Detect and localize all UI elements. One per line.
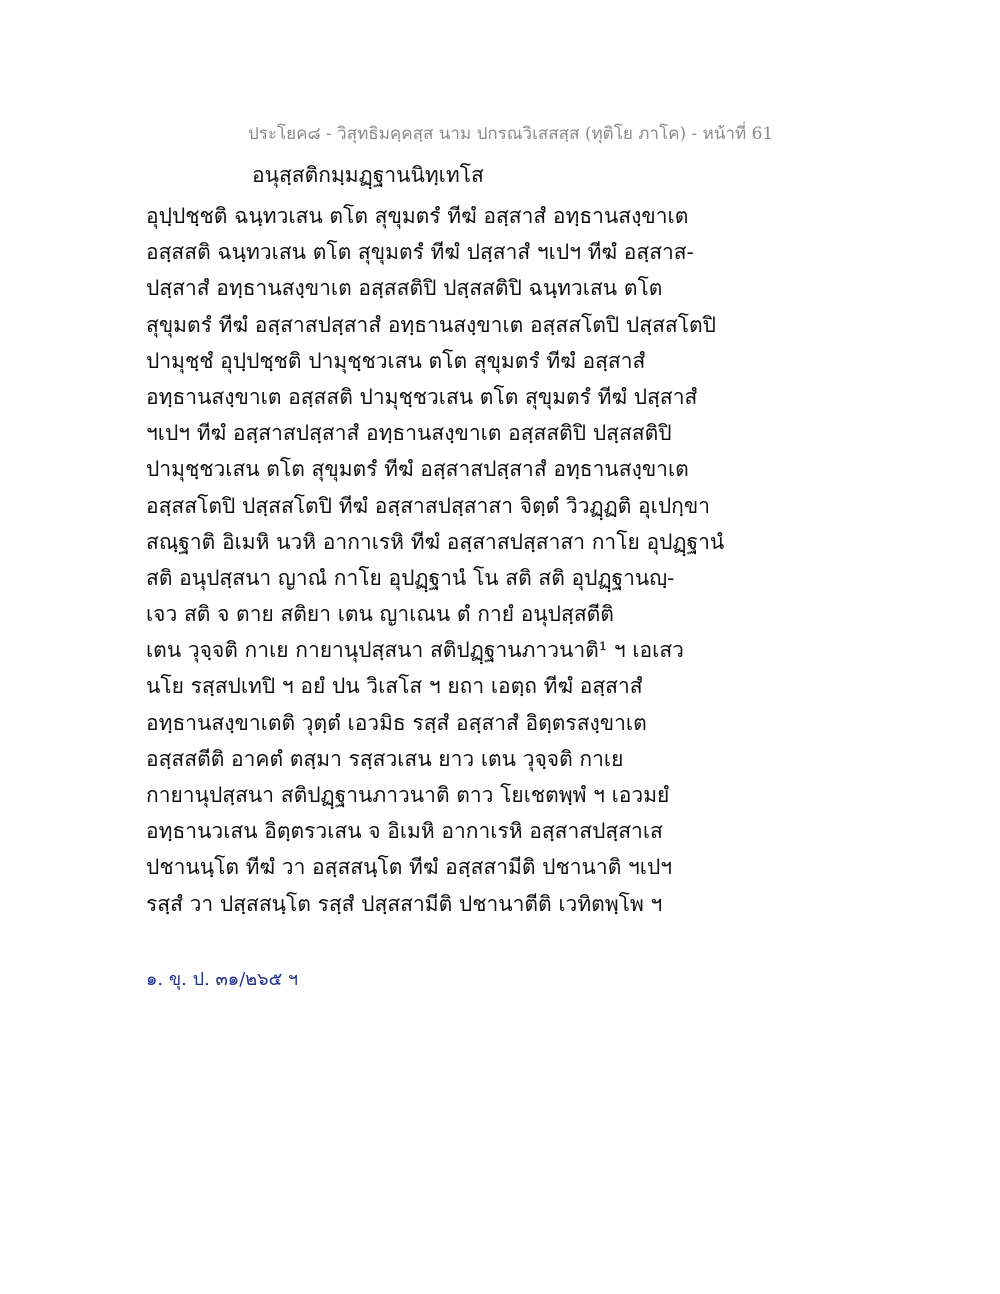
running-header: ประโยค๘ - วิสุทธิมคฺคสฺส นาม ปกรณวิเสสสฺส (ทุติโย ภาโค) - หน้าที่ 61 <box>248 124 774 144</box>
body-line: สติ อนุปสฺสนา ญาณํ กาโย อุปฏฺฐานํ โน สติ สติ อุปฏฺฐานญฺ- <box>146 565 675 590</box>
body-line: สณฺฐาติ อิเมหิ นวหิ อากาเรหิ ทีฆํ อสฺสาสปสฺสาสา กาโย อุปฏฺฐานํ <box>146 529 725 554</box>
body-line: กายานุปสฺสนา สติปฏฺฐานภาวนาติ ตาว โยเชตพฺพํ ฯ เอวมยํ <box>146 783 670 807</box>
body-line: อทฺธานสงฺขาเต อสฺสสติ ปามุชฺชวเสน ตโต สุขุมตรํ ทีฆํ ปสฺสาสํ <box>146 384 698 409</box>
body-line: ปสฺสาสํ อทฺธานสงฺขาเต อสฺสสติปิ ปสฺสสติปิ ฉนฺทวเสน ตโต <box>146 276 663 301</box>
body-text <box>146 198 866 922</box>
body-line: อสฺสสโตปิ ปสฺสสโตปิ ทีฆํ อสฺสาสปสฺสาสา จิตฺตํ วิวฏฺฏติ อุเปกฺขา <box>146 493 711 518</box>
body-line: อทฺธานวเสน อิตฺตรวเสน จ อิเมหิ อากาเรหิ อสฺสาสปสฺสาเส <box>146 819 663 844</box>
body-line: นโย รสฺสปเทปิ ฯ อยํ ปน วิเสโส ฯ ยถา เอตฺถ ทีฆํ อสฺสาสํ <box>146 674 643 699</box>
body-line: รสฺสํ วา ปสฺสสนฺโต รสฺสํ ปสฺสสามีติ ปชานาตีติ เวทิตพฺโพ ฯ <box>146 891 663 916</box>
body-line: ปามุชฺชวเสน ตโต สุขุมตรํ ทีฆํ อสฺสาสปสฺสาสํ อทฺธานสงฺขาเต <box>146 457 689 482</box>
body-line: อสฺสสตีติ อาคตํ ตสฺมา รสฺสวเสน ยาว เตน วุจฺจติ กาเย <box>146 746 624 771</box>
body-line: อสฺสสติ ฉนฺทวเสน ตโต สุขุมตรํ ทีฆํ ปสฺสาสํ ฯเปฯ ทีฆํ อสฺสาส- <box>146 240 694 265</box>
body-line: สุขุมตรํ ทีฆํ อสฺสาสปสฺสาสํ อทฺธานสงฺขาเต อสฺสสโตปิ ปสฺสสโตปิ <box>146 312 716 337</box>
section-heading: อนุสฺสติกมฺมฏฺฐานนิทฺเทโส <box>252 163 484 187</box>
body-line: อุปฺปชฺชติ ฉนฺทวเสน ตโต สุขุมตรํ ทีฆํ อสฺสาสํ อทฺธานสงฺขาเต <box>146 204 689 228</box>
body-line: อทฺธานสงฺขาเตติ วุตฺตํ เอวมิธ รสฺสํ อสฺสาสํ อิตฺตรสงฺขาเต <box>146 710 647 735</box>
body-line: เตน วุจฺจติ กาเย กายานุปสฺสนา สติปฏฺฐานภาวนาติ¹ ฯ เอเสว <box>146 638 684 663</box>
body-line: ปามุชฺชํ อุปฺปชฺชติ ปามุชฺชวเสน ตโต สุขุมตรํ ทีฆํ อสฺสาสํ <box>146 348 646 373</box>
footnote: ๑. ขุ. ป. ๓๑/๒๖๕ ฯ <box>146 969 299 990</box>
body-line: ปชานนฺโต ทีฆํ วา อสฺสสนฺโต ทีฆํ อสฺสสามีติ ปชานาติ ฯเปฯ <box>146 855 673 880</box>
body-line: เจว สติ จ ตาย สติยา เตน ญาเณน ตํ กายํ อนุปสฺสตีติ <box>146 602 614 627</box>
body-line: ฯเปฯ ทีฆํ อสฺสาสปสฺสาสํ อทฺธานสงฺขาเต อสฺสสติปิ ปสฺสสติปิ <box>146 421 672 446</box>
